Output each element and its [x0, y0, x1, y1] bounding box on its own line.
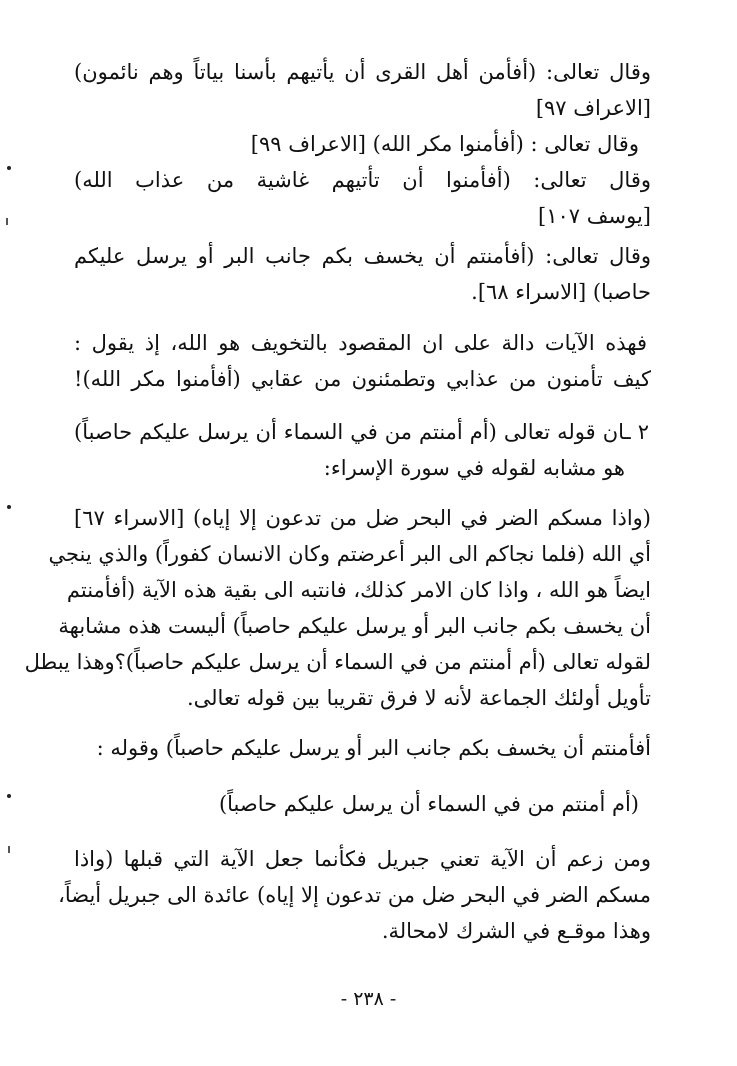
text-line: [الاعراف ٩٧]: [535, 96, 651, 120]
text-line: (واذا مسكم الضر في البحر ضل من تدعون إلا إياه) [الاسراء ٦٧]: [74, 506, 651, 530]
text-line: وهذا موقـع في الشرك لامحالة.: [381, 919, 651, 943]
text-line: (أم أمنتم من في السماء أن يرسل عليكم حاصباً): [218, 792, 639, 816]
text-line: ومن زعم أن الآية تعني جبريل فكأنما جعل الآية التي قبلها (واذا: [74, 847, 651, 871]
text-line: أفأمنتم أن يخسف بكم جانب البر أو يرسل عليكم حاصباً) وقوله :: [96, 736, 651, 760]
margin-mark: [7, 505, 11, 509]
text-line: كيف تأمنون من عذابي وتطمئنون من عقابي (أفأمنوا مكر الله)!: [74, 367, 651, 391]
text-line: وقال تعالى : (أفأمنوا مكر الله) [الاعراف ٩٩]: [250, 132, 639, 156]
text-line: فهذه الآيات دالة على ان المقصود بالتخويف هو الله، إذ يقول :: [74, 331, 647, 355]
text-line: أي الله (فلما نجاكم الى البر أعرضتم وكان الانسان كفوراً) والذي ينجي: [48, 542, 651, 566]
text-line: أن يخسف بكم جانب البر أو يرسل عليكم حاصباً) أليست هذه مشابهة: [58, 614, 651, 638]
text-line: تأويل أولئك الجماعة لأنه لا فرق تقريبا بين قوله تعالى.: [186, 686, 651, 710]
margin-mark: [7, 166, 11, 170]
text-line: حاصبا) [الاسراء ٦٨].: [471, 280, 651, 304]
text-line: ٢ ـان قوله تعالى (أم أمنتم من في السماء أن يرسل عليكم حاصباً): [74, 420, 649, 444]
page-number: - ٢٣٨ -: [340, 988, 397, 1010]
text-line: ايضاً هو الله ، واذا كان الامر كذلك، فانتبه الى بقية هذه الآية (أفأمنتم: [66, 578, 651, 602]
text-line: [يوسف ١٠٧]: [538, 204, 651, 228]
margin-mark: [6, 218, 8, 225]
margin-mark: [8, 846, 10, 853]
text-line: وقال تعالى: (أفأمن أهل القرى أن يأتيهم بأسنا بياتاً وهم نائمون): [74, 60, 651, 84]
text-line: هو مشابه لقوله في سورة الإسراء:: [323, 456, 625, 480]
text-line: مسكم الضر في البحر ضل من تدعون إلا إياه) عائدة الى جبريل أيضاً،: [58, 883, 651, 907]
text-line: لقوله تعالى (أم أمنتم من في السماء أن يرسل عليكم حاصباً)؟وهذا يبطل: [24, 650, 651, 674]
text-line: وقال تعالى: (أفأمنوا أن تأتيهم غاشية من عذاب الله): [74, 168, 651, 192]
text-line: وقال تعالى: (أفأمنتم أن يخسف بكم جانب البر أو يرسل عليكم: [74, 244, 651, 268]
margin-mark: [7, 794, 11, 798]
